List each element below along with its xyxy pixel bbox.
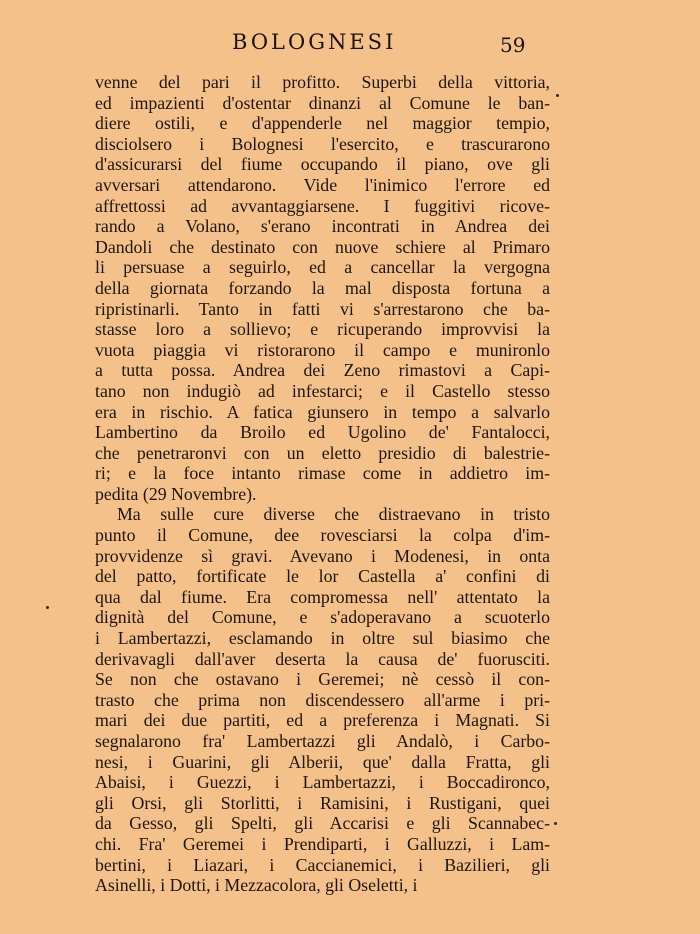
page-header — [0, 30, 700, 60]
text-line: Se non che ostavano i Geremei; nè cessò il con- — [95, 669, 550, 690]
text-line: mari dei due partiti, ed a preferenza i Magnati. Si — [95, 710, 550, 731]
text-line: disciolsero i Bolognesi l'esercito, e trascurarono — [95, 133, 550, 154]
text-line: che penetraronvi con un eletto presidio di balestrie- — [95, 442, 550, 463]
text-line: Abaisi, i Guezzi, i Lambertazzi, i Boccadironco, — [95, 772, 550, 793]
text-line: bertini, i Liazari, i Caccianemici, i Bazilieri, gli — [95, 854, 550, 875]
text-line: provvidenze sì gravi. Avevano i Modenesi, in onta — [95, 545, 550, 566]
text-line: a tutta possa. Andrea dei Zeno rimastovi a Capi- — [95, 360, 550, 381]
text-line: avversari attendarono. Vide l'inimico l'errore ed — [95, 174, 550, 195]
text-line: trasto che prima non discendessero all'arme i pri- — [95, 689, 550, 710]
text-line: derivavagli dall'aver deserta la causa de' fuorusciti. — [95, 648, 550, 669]
text-line: da Gesso, gli Spelti, gli Accarisi e gli Scannabec- — [95, 813, 550, 834]
page-number: 59 — [500, 33, 526, 57]
text-line: era in rischio. A fatica giunsero in tempo a salvarlo — [95, 401, 550, 422]
text-line: dignità del Comune, e s'adoperavano a scuoterlo — [95, 607, 550, 628]
text-line: gli Orsi, gli Storlitti, i Ramisini, i Rustigani, quei — [95, 792, 550, 813]
text-line: li persuase a seguirlo, ed a cancellar la vergogna — [95, 257, 550, 278]
text-line: ripristinarli. Tanto in fatti vi s'arrestarono che ba- — [95, 298, 550, 319]
text-line: nesi, i Guarini, gli Alberii, que' dalla Fratta, gli — [95, 751, 550, 772]
text-line: venne del pari il profitto. Superbi della vittoria, — [95, 72, 550, 92]
text-line: ri; e la foce intanto rimase come in addietro im- — [95, 463, 550, 484]
text-line: chi. Fra' Geremei i Prendiparti, i Galluzzi, i Lam- — [95, 833, 550, 854]
text-line: segnalarono fra' Lambertazzi gli Andalò, i Carbo- — [95, 731, 550, 751]
text-line: qua dal fiume. Era compromessa nell' attentato la — [95, 586, 550, 607]
paper-speck — [554, 822, 557, 825]
text-line: punto il Comune, dee rovesciarsi la colpa d'im- — [95, 525, 550, 546]
body-text — [95, 72, 550, 896]
text-line: del patto, fortificate le lor Castella a' confini di — [95, 566, 550, 587]
text-line: affrettossi ad avvantaggiarsene. I fuggitivi ricove- — [95, 195, 550, 216]
text-line: ed impazienti d'ostentar dinanzi al Comune le ban- — [95, 92, 550, 113]
paragraph-end-line: pedita (29 Novembre). — [95, 483, 257, 504]
running-title: BOLOGNESI — [232, 30, 397, 54]
paragraph-start-line: Ma sulle cure diverse che distraevano in tristo — [117, 504, 550, 525]
text-line: d'assicurarsi del fiume occupando il piano, ove gli — [95, 154, 550, 175]
text-line: tano non indugiò ad infestarci; e il Castello stesso — [95, 380, 550, 401]
text-line: rando a Volano, s'erano incontrati in Andrea dei — [95, 216, 550, 237]
paper-speck — [556, 94, 559, 97]
text-line: della giornata forzando la mal disposta fortuna a — [95, 277, 550, 298]
text-line: i Lambertazzi, esclamando in oltre sul biasimo che — [95, 628, 550, 649]
paper-speck — [46, 606, 49, 609]
text-line: Lambertino da Broilo ed Ugolino de' Fantalocci, — [95, 422, 550, 443]
text-line: vuota piaggia vi ristorarono il campo e munironlo — [95, 339, 550, 360]
text-line: Asinelli, i Dotti, i Mezzacolora, gli Oseletti, i — [95, 875, 418, 896]
text-line: stasse loro a sollievo; e ricuperando improvvisi la — [95, 319, 550, 340]
text-line: diere ostili, e d'appenderle nel maggior tempio, — [95, 113, 550, 134]
text-line: Dandoli che destinato con nuove schiere al Primaro — [95, 236, 550, 257]
